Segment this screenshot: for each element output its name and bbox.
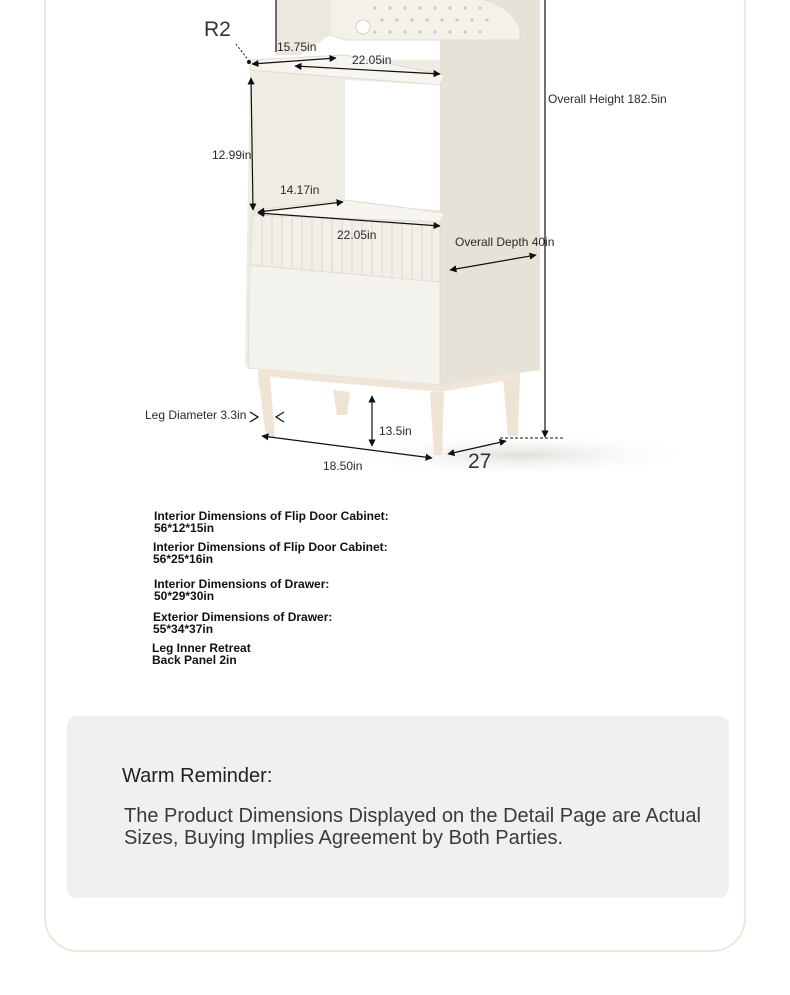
corner-radius-label: R2 [204,18,231,41]
spec-value: 50*29*30in [154,589,215,603]
cable-hole [356,20,370,34]
base-width-label: 18.50in [323,459,363,473]
drawer-front [248,265,440,385]
open-compartment [345,80,440,210]
base-depth-label: 27 [468,450,492,473]
leg-height-label: 13.5in [379,424,412,438]
spec-value: 56*12*15in [154,521,215,535]
pegboard-top [330,0,520,40]
leg-diameter-label: Leg Diameter 3.3in [145,408,247,422]
compartment-height-label: 12.99in [212,148,252,162]
spec-title: Interior Dimensions of Drawer: [154,577,330,591]
mid-shelf-depth-label: 14.17in [280,183,320,197]
spec-title: Interior Dimensions of Flip Door Cabinet: [153,540,388,554]
spec-item [153,611,332,635]
spec-item [152,642,251,666]
reminder-body: The Product Dimensions Displayed on the Detail Page are Actual Sizes, Buying Implies Agreement by Both Parties. [124,805,701,849]
spec-title: Exterior Dimensions of Drawer: [153,610,333,624]
spec-value: 56*25*16in [153,552,214,566]
mid-shelf-width-label: 22.05in [337,228,377,242]
overall-height-label: Overall Height 182.5in [548,92,667,106]
reminder-title: Warm Reminder: [122,765,273,787]
spec-value: Back Panel 2in [152,653,237,667]
spec-item [154,510,389,534]
spec-item [153,541,388,565]
floor-shadow [340,433,700,477]
overall-depth-label: Overall Depth 40in [455,235,555,249]
top-shelf-width-label: 22.05in [352,53,392,67]
cabinet-side-panel [440,0,540,385]
warm-reminder-box [67,716,729,898]
top-shelf-depth-label: 15.75in [277,40,317,54]
leg-back-left [333,390,350,415]
spec-title: Leg Inner Retreat [152,641,251,655]
leg-back-right [503,376,520,436]
spec-title: Interior Dimensions of Flip Door Cabinet: [154,509,389,523]
spec-value: 55*34*37in [153,622,214,636]
spec-item [154,578,329,602]
leg-front-left [258,376,275,437]
